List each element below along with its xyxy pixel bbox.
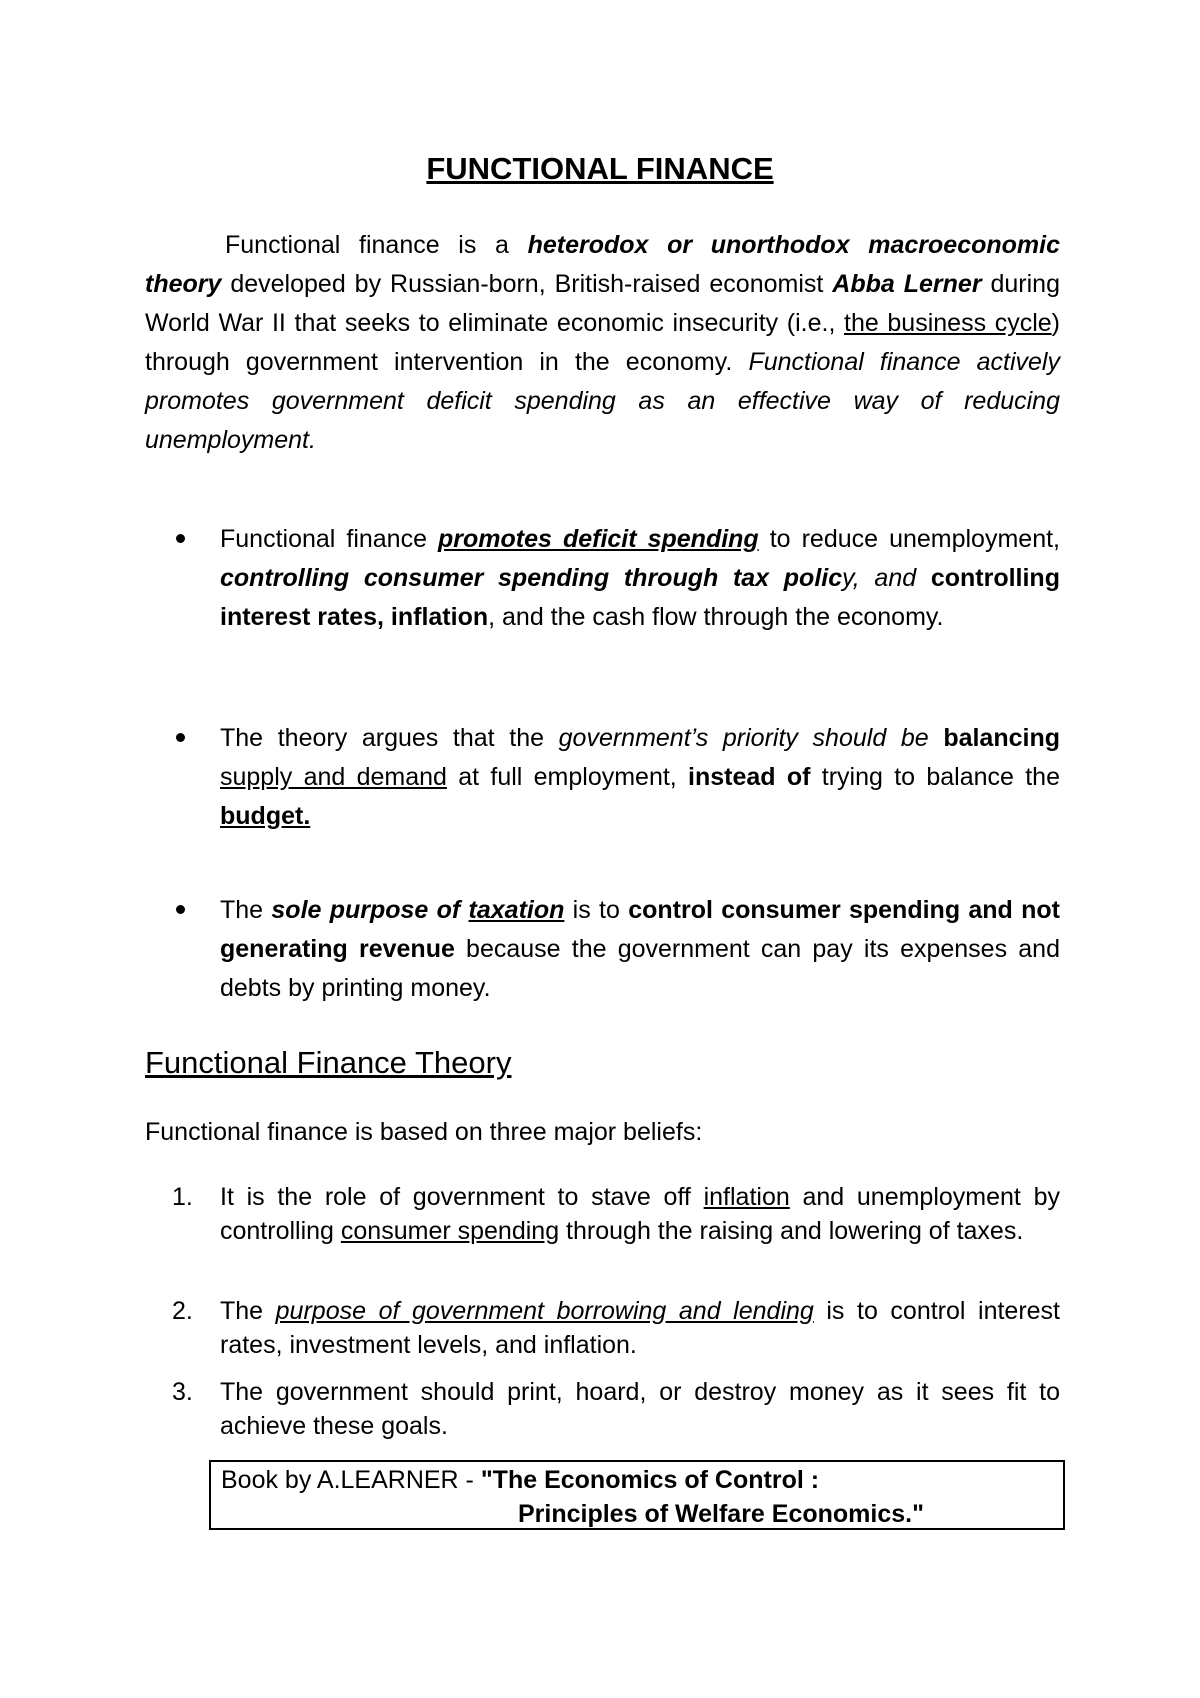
text-run: Functional finance	[220, 525, 439, 553]
emphasis-budget: budget.	[220, 802, 311, 830]
intro-italic-summary: Functional finance actively promotes government deficit spending as an effective way of reducing unemployment.	[145, 348, 1060, 454]
bullet-dot-icon	[176, 905, 185, 914]
belief-item-1	[172, 1180, 1060, 1248]
bullet-item-1	[182, 520, 1060, 637]
text-run: The theory argues that the	[220, 724, 559, 752]
text-run: y, and	[842, 564, 931, 592]
emphasis-consumer-spending: consumer spending	[340, 1217, 560, 1245]
book-title-line-1: "The Economics of Control :	[480, 1466, 820, 1494]
intro-text-3: during World War II that seeks to eliminate economic insecurity (i.e.,	[145, 270, 1060, 337]
belief-text	[220, 1294, 1060, 1362]
belief-item-2	[172, 1294, 1060, 1362]
text-run: at full employment,	[446, 763, 689, 791]
emphasis-inflation: inflation	[703, 1183, 790, 1211]
text-run: , and the cash flow through the economy.	[488, 603, 944, 631]
belief-text	[220, 1180, 1060, 1248]
intro-text-1: Functional finance is a	[225, 231, 528, 259]
emphasis-balancing: balancing	[943, 724, 1060, 752]
book-title-line-2: Principles of Welfare Economics."	[518, 1500, 924, 1528]
intro-paragraph	[145, 226, 1060, 460]
intro-author-name: Abba Lerner	[832, 270, 982, 298]
beliefs-intro: Functional finance is based on three major beliefs:	[145, 1118, 703, 1146]
text-run: The	[220, 896, 272, 924]
page-title: FUNCTIONAL FINANCE	[426, 151, 774, 186]
belief-item-3	[172, 1375, 1060, 1443]
text-run: The government should print, hoard, or destroy money as it sees fit to achieve these goals.	[220, 1378, 1060, 1440]
belief-text	[220, 1375, 1060, 1443]
text-run: trying to balance the	[810, 763, 1060, 791]
section-heading: Functional Finance Theory	[145, 1045, 512, 1080]
intro-text-4: ) through government intervention in the economy.	[145, 309, 1060, 376]
emphasis-taxation: taxation	[468, 896, 565, 924]
emphasis-supply-demand: supply and demand	[220, 763, 447, 791]
text-run	[929, 724, 944, 752]
bullet-text	[220, 891, 1060, 1008]
book-line-1	[221, 1464, 819, 1496]
text-run: is to	[564, 896, 629, 924]
bullet-item-2	[182, 719, 1060, 836]
book-reference-box	[209, 1460, 1065, 1530]
emphasis-deficit-spending: promotes deficit spending	[438, 525, 759, 553]
bullet-item-3	[182, 891, 1060, 1008]
bullet-text	[220, 520, 1060, 637]
book-prefix: Book by A.LEARNER -	[221, 1466, 481, 1494]
text-run: because the government can pay its expenses and debts by printing money.	[220, 935, 1060, 1002]
bullet-dot-icon	[176, 534, 185, 543]
bullet-text	[220, 719, 1060, 836]
emphasis-tax-policy: controlling consumer spending through tax polic	[220, 564, 843, 592]
text-run: It is the role of government to stave off	[220, 1183, 704, 1211]
text-run: to reduce unemployment,	[758, 525, 1060, 553]
emphasis-borrowing-lending: purpose of government borrowing and lending	[275, 1297, 814, 1325]
intro-business-cycle: the business cycle	[844, 309, 1052, 337]
emphasis-sole-purpose: sole purpose of	[271, 896, 469, 924]
list-number: 1.	[172, 1183, 193, 1211]
text-run: through the raising and lowering of taxes.	[559, 1217, 1024, 1245]
emphasis-interest-rates: controlling interest rates, inflation	[220, 564, 1060, 631]
intro-theory-term: heterodox or unorthodox macroeconomic theory	[145, 231, 1061, 298]
text-run: The	[220, 1297, 276, 1325]
emphasis-government-priority: government’s priority should be	[558, 724, 929, 752]
bullet-dot-icon	[176, 733, 185, 742]
list-number: 2.	[172, 1297, 193, 1325]
text-run: and unemployment by controlling	[220, 1183, 1060, 1245]
list-number: 3.	[172, 1378, 193, 1406]
text-run: is to control interest rates, investment levels, and inflation.	[220, 1297, 1060, 1359]
intro-text-2: developed by Russian-born, British-raised economist	[221, 270, 833, 298]
emphasis-control-spending: control consumer spending and not generating revenue	[220, 896, 1060, 963]
emphasis-instead-of: instead of	[688, 763, 811, 791]
